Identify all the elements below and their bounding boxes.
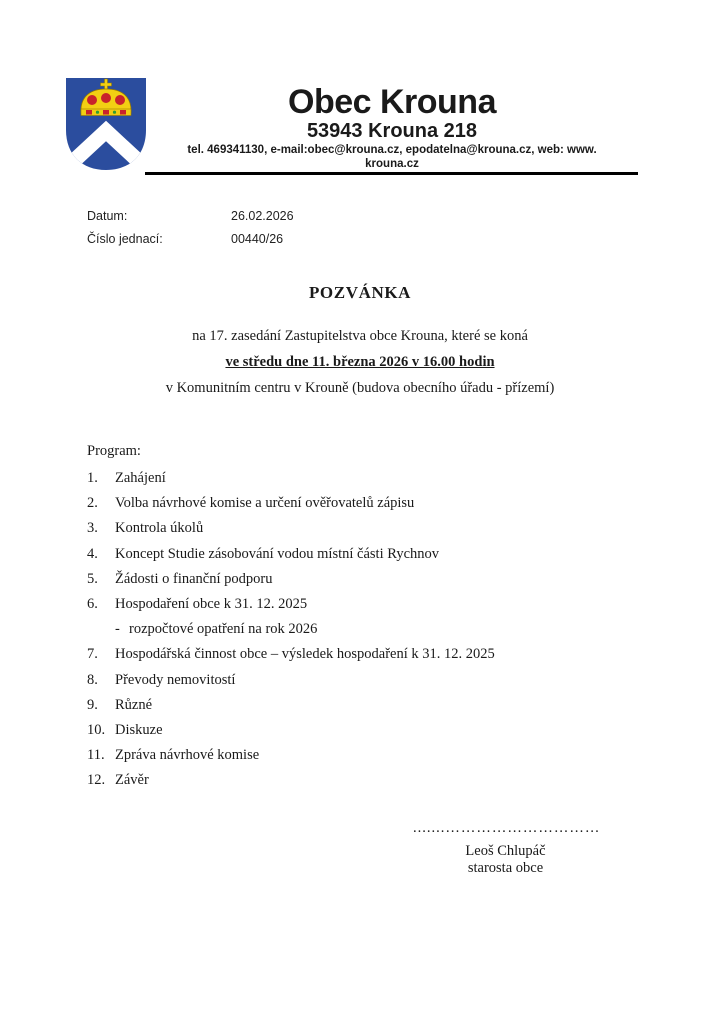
program-item-3 <box>87 516 647 541</box>
program-item-number: 8. <box>87 671 98 688</box>
program-item-2 <box>87 491 647 516</box>
program-item-1 <box>87 466 647 491</box>
program-item-text: Hospodářská činnost obce – výsledek hospodaření k 31. 12. 2025 <box>115 646 495 663</box>
program-item-text: Zahájení <box>115 470 166 486</box>
reference-number-value: 00440/26 <box>231 232 284 246</box>
program-item-9 <box>87 693 647 718</box>
org-address: 53943 Krouna 218 <box>306 120 478 142</box>
program-item-text: Zpráva návrhové komise <box>115 747 260 764</box>
date-value: 26.02.2026 <box>231 209 294 223</box>
program-item-7 <box>87 642 647 667</box>
program-item-text: Hospodaření obce k 31. 12. 2025 <box>115 595 308 612</box>
signatory-name: Leoš Chlupáč <box>465 843 546 859</box>
program-item-text: Různé <box>115 696 153 713</box>
document-title: POZVÁNKA <box>308 283 412 302</box>
invitation-line-1: na 17. zasedání Zastupitelstva obce Krouna, které se koná <box>192 328 528 344</box>
program-heading: Program: <box>87 443 141 459</box>
invitation-date-time: ve středu dne 11. března 2026 v 16.00 hodin <box>225 354 495 370</box>
program-item-number: 5. <box>87 570 98 587</box>
program-list <box>87 466 647 793</box>
program-item-6 <box>87 592 647 617</box>
reference-number-label: Číslo jednací: <box>87 232 163 246</box>
program-item-text: Převody nemovitostí <box>115 671 236 688</box>
program-item-number: 10. <box>87 721 106 738</box>
krouna-coat-of-arms-icon <box>64 76 148 172</box>
program-item-6-sub <box>87 617 647 642</box>
program-item-text: Diskuze <box>115 721 163 738</box>
header-divider <box>145 172 638 175</box>
program-item-text: rozpočtové opatření na rok 2026 <box>129 621 318 638</box>
program-item-number: 1. <box>87 470 98 486</box>
signature-block <box>413 820 601 877</box>
program-item-number: 3. <box>87 520 98 537</box>
program-item-text: Koncept Studie zásobování vodou místní části Rychnov <box>115 545 440 562</box>
signature-line: .......………………………… <box>413 820 601 836</box>
program-item-8 <box>87 668 647 693</box>
org-contact-line2: krouna.cz <box>365 157 419 170</box>
program-item-11 <box>87 743 647 768</box>
program-item-number: 2. <box>87 495 98 512</box>
date-label: Datum: <box>87 209 128 223</box>
program-subitem-dash: - <box>115 621 120 638</box>
program-item-number: 4. <box>87 545 98 562</box>
program-item-4 <box>87 542 647 567</box>
org-name: Obec Krouna <box>288 83 496 121</box>
program-item-text: Žádosti o finanční podporu <box>115 570 273 587</box>
program-item-text: Závěr <box>115 772 149 789</box>
letterhead <box>145 84 639 170</box>
invitation-location: v Komunitním centru v Krouně (budova obecního úřadu - přízemí) <box>165 380 555 396</box>
signatory-role: starosta obce <box>467 860 544 876</box>
program-item-number: 11. <box>87 747 105 764</box>
program-item-5 <box>87 567 647 592</box>
program-item-number: 9. <box>87 696 98 713</box>
program-item-text: Volba návrhové komise a určení ověřovatelů zápisu <box>115 495 415 512</box>
program-item-number: 12. <box>87 772 106 789</box>
program-item-number: 6. <box>87 595 98 612</box>
program-item-10 <box>87 718 647 743</box>
program-item-text: Kontrola úkolů <box>115 520 204 537</box>
program-item-12 <box>87 768 647 793</box>
org-contact-line1: tel. 469341130, e-mail:obec@krouna.cz, epodatelna@krouna.cz, web: www. <box>187 144 597 156</box>
program-item-number: 7. <box>87 646 98 663</box>
